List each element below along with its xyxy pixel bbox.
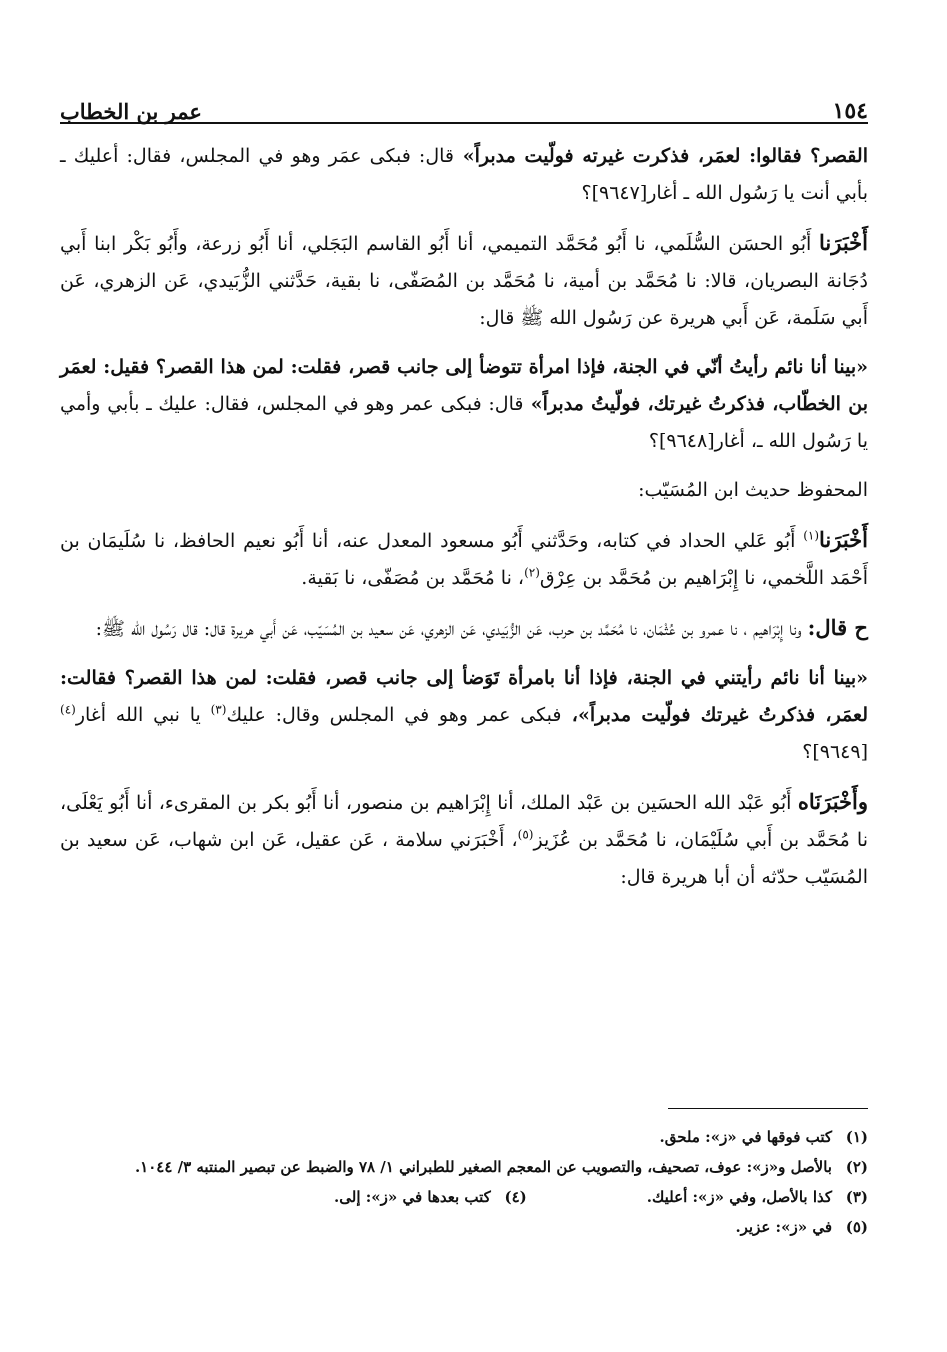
footnote-ref[interactable]: (١) (803, 528, 820, 543)
footnote-number: (٢) (845, 1158, 868, 1176)
footnote-ref[interactable]: (٣) (210, 702, 227, 717)
text-segment: ونا إِبْرَاهيم ، نا عمرو بن عُثْمَان، نا مُحَمَّد بن حرب، عَن الزُّبَيدي، عَن الزهري، عَن سعيد بن المُسَيّب، عَن أَبي هريرة قال: قال رَسُول الله ﷺ: (95, 618, 808, 640)
text-segment: قال: فبكى عمر وهو في المجلس، فقال: عليك ـ بأبي وأمي يا رَسُول الله ـ، أغار[٩٦٤٨]؟ (60, 393, 868, 452)
footnote-ref[interactable]: (٥) (517, 827, 534, 842)
isnad-lead: ح قال: (807, 615, 868, 640)
footnote-divider (668, 1108, 868, 1109)
footnote (647, 1183, 868, 1211)
paragraph (60, 224, 868, 337)
main-text (60, 138, 868, 896)
text-segment: القصر؟ فقالوا: لعمَر، فذكرت غيرته فولّيت مدبراً» (454, 145, 868, 167)
text-segment: أَبُو الحسَن السُّلَمي، نا أَبُو مُحَمَّد التميمي، أنا أَبُو القاسم البَجَلي، أنا أَبُو زرعة، وأَبُو بَكْر ابنا أَبي دُجَانة البصريان، قالا: نا مُحَمَّد بن أمية، نا مُحَمَّد بن المُصَفّى، نا بقية، حَدَّثني الزُّبَيدي، عَن الزهري، عَن أَبي سَلَمة، عَن أَبي هريرة عن رَسُول الله ﷺ قال: (60, 233, 868, 329)
isnad-lead: أَخْبَرَنا (819, 527, 868, 552)
footnote-text: بالأصل و«ز»: عوف، تصحيف، والتصويب عن المعجم الصغير للطبراني ١/ ٧٨ والضبط عن تبصير المنتبه ٣/ ١٠٤٤. (134, 1158, 832, 1176)
footnote-text: في «ز»: عزير. (735, 1218, 832, 1236)
text-segment: يا نبي الله أغار (75, 704, 211, 726)
footnote-number: (٥) (845, 1218, 868, 1236)
footnote-number: (١) (845, 1128, 868, 1146)
footnotes (60, 1108, 868, 1243)
footnote-text: كتب بعدها في «ز»: إلى. (334, 1188, 491, 1206)
paragraph (60, 783, 868, 896)
isnad-lead: وأَخْبَرَنَاه (797, 789, 868, 814)
footnote (60, 1123, 868, 1151)
hadith-matn: «بينا أنا نائم رأيتُ أنّي في الجنة، فإذا امرأة تتوضأ إلى جانب قصر، فقلت: لمن هذا القصر؟ فقيل: لعمَر بن الخطّاب، فذكرتُ غيرتك، فولّيتُ مدبراً» (60, 356, 868, 415)
text-segment: أَبُو عَبْد الله الحسَين بن عَبْد الملك، أنا إِبْرَاهيم بن منصور، أنا أَبُو بكر بن المقرىء، أنا أَبُو يَعْلَى، نا مُحَمَّد بن أَبي سُلَيْمَان، نا مُحَمَّد بن عُزَيز (60, 792, 868, 851)
book-title: عمر بن الخطاب (60, 99, 202, 124)
text-segment: ، أَخْبَرَني سلامة ، عَن عقيل، عَن ابن شهاب، عَن سعيد بن المُسَيّب حدّثه أن أبا هريرة قال: (60, 829, 868, 888)
isnad-lead: أَخْبَرَنا (819, 230, 868, 255)
footnote-row (60, 1183, 868, 1213)
text-segment: أَبُو عَلي الحداد في كتابه، وحَدَّثني أَبُو مسعود المعدل عنه، أنا أَبُو نعيم الحافظ، نا سُلَيمَان بن أَحْمَد اللَّخمي، نا إِبْرَاهيم بن مُحَمَّد بن عِرْق (60, 530, 868, 589)
paragraph (60, 521, 868, 597)
text-segment: فبكى عمر وهو في المجلس وقال: عليك (226, 704, 562, 726)
hadith-matn: «بينا أنا نائم رأيتني في الجنة، فإذا أنا بامرأة تَوَضأ إلى جانب قصر، فقلت: لمن هذا القصر؟ فقالت: لعمَر، فذكرتُ غيرتك فولّيت مدبراً»، (60, 667, 868, 726)
footnote-ref[interactable]: (٤) (60, 702, 76, 717)
text-segment: المحفوظ حديث ابن المُسَيّب: (638, 479, 868, 501)
footnote-number: (٣) (845, 1188, 868, 1206)
footnote (60, 1213, 868, 1241)
text-segment: قال: فبكى عمَر وهو في المجلس، فقال: أعليك ـ بأبي أنت يا رَسُول الله ـ أغار[٩٦٤٧]؟ (60, 145, 868, 204)
paragraph (60, 660, 868, 771)
paragraph (60, 349, 868, 460)
text-segment: [٩٦٤٩]؟ (802, 741, 868, 763)
footnote-text: كذا بالأصل، وفي «ز»: أعليك. (646, 1188, 832, 1206)
page-number: ١٥٤ (832, 98, 868, 124)
footnote-text: كتب فوقها في «ز»: ملحق. (659, 1128, 832, 1146)
footnote-ref[interactable]: (٢) (524, 565, 540, 580)
footnote (60, 1153, 868, 1181)
footnote (334, 1183, 527, 1211)
text-segment: ، نا مُحَمَّد بن مُصَفّى، نا بَقية. (301, 567, 525, 589)
paragraph (60, 472, 868, 509)
paragraph (60, 609, 868, 648)
paragraph (60, 138, 868, 212)
running-header (60, 80, 868, 124)
footnote-number: (٤) (504, 1188, 527, 1206)
document-page (60, 80, 868, 908)
